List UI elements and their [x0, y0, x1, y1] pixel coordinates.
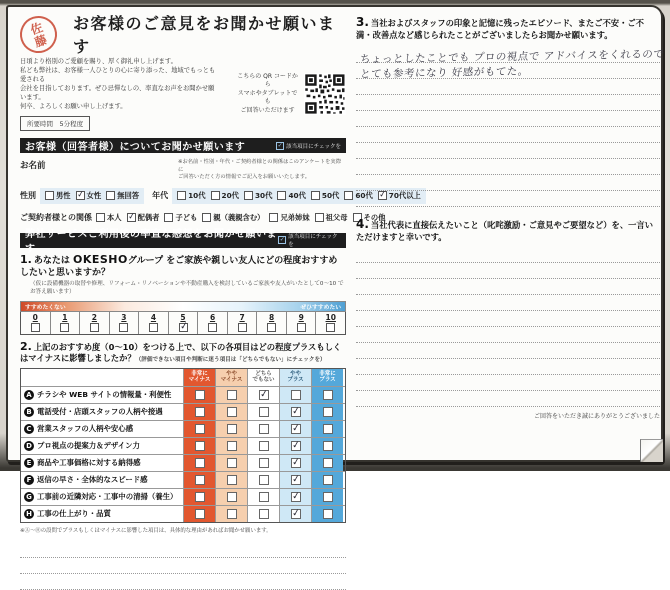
- column-header-somewhat-minus: [215, 369, 247, 386]
- cell-F-somewhat-minus[interactable]: [215, 472, 247, 488]
- question-2-note: （評価できない項目や判断に迷う項目は「どちらでもない」にチェックを）: [136, 357, 326, 363]
- section-title: お客様（回答者様）についてお聞かせ願います: [25, 138, 245, 153]
- cell-G-neutral[interactable]: [247, 489, 279, 505]
- checkmark: ✓: [291, 492, 300, 500]
- cell-D-very-plus[interactable]: [311, 438, 343, 454]
- cell-D-neutral[interactable]: [247, 438, 279, 454]
- row-label: 返信の早さ・全体的なスピード感: [37, 474, 148, 485]
- answer-line[interactable]: [356, 295, 660, 311]
- row-label: 営業スタッフの人柄や安心感: [37, 423, 133, 434]
- name-note-line: ご回答いただく方の情報でご記入をお願いいたします。: [178, 174, 346, 182]
- cell-B-very-plus[interactable]: [311, 404, 343, 420]
- nps-option-4[interactable]: [138, 312, 168, 334]
- answer-line[interactable]: [20, 542, 346, 558]
- checkbox-male[interactable]: [45, 191, 71, 201]
- qr-note-line: スマホやタブレットでも: [236, 90, 299, 107]
- option-label: 本人: [107, 213, 122, 223]
- cell-F-somewhat-plus[interactable]: [279, 472, 311, 488]
- nps-option-1[interactable]: [50, 312, 80, 334]
- checkmark: ✓: [259, 390, 268, 398]
- question-2: [20, 341, 346, 364]
- cell-A-very-minus[interactable]: [183, 387, 215, 403]
- row-key-badge: D: [24, 441, 34, 451]
- answer-line[interactable]: [356, 343, 660, 359]
- gender-options: [40, 188, 144, 204]
- cell-A-somewhat-plus[interactable]: [279, 387, 311, 403]
- answer-line[interactable]: [356, 111, 660, 127]
- scale-left-label: すすめたくない: [25, 302, 66, 311]
- nps-number: 4: [151, 313, 156, 322]
- nps-option-5[interactable]: [168, 312, 198, 334]
- checkmark: ✓: [291, 458, 300, 466]
- cell-C-very-minus[interactable]: [183, 421, 215, 437]
- table-row-H: [21, 505, 345, 522]
- qr-note: [236, 73, 299, 116]
- answer-line[interactable]: [356, 391, 660, 407]
- cell-F-very-minus[interactable]: [183, 472, 215, 488]
- nps-number: 0: [33, 313, 38, 322]
- checkbox-grandparent[interactable]: [315, 213, 348, 223]
- intro-line: 日頃より格別のご愛顧を賜り、厚く御礼申し上げます。: [20, 57, 218, 66]
- name-note: [178, 159, 346, 182]
- answer-line[interactable]: [356, 263, 660, 279]
- checkmark: ✓: [291, 407, 300, 415]
- cell-F-very-plus[interactable]: [311, 472, 343, 488]
- nps-option-0[interactable]: [21, 312, 50, 334]
- question-number: 2.: [20, 340, 32, 353]
- answer-line[interactable]: [20, 574, 346, 590]
- option-label: 40代: [288, 191, 305, 201]
- intro-paragraph: [20, 57, 218, 131]
- row-key-badge: G: [24, 492, 34, 502]
- checkbox-age-20s[interactable]: [211, 191, 239, 201]
- checkmark: ✓: [378, 192, 386, 199]
- q3-answer-area[interactable]: [356, 47, 660, 207]
- nps-number: 5: [180, 313, 185, 322]
- column-header-text: やや: [226, 371, 237, 378]
- cell-E-somewhat-plus[interactable]: [279, 455, 311, 471]
- cell-A-very-plus[interactable]: [311, 387, 343, 403]
- checkmark: ✓: [179, 323, 188, 330]
- cell-A-neutral[interactable]: [247, 387, 279, 403]
- column-header-text: 非常に: [191, 371, 208, 378]
- nps-option-3[interactable]: [109, 312, 139, 334]
- row-key-badge: H: [24, 509, 34, 519]
- option-label: 祖父母: [326, 213, 348, 223]
- cell-B-somewhat-plus[interactable]: [279, 404, 311, 420]
- question-3: [356, 17, 660, 41]
- question-4: [356, 219, 660, 243]
- stamp-text: 佐藤: [26, 19, 50, 49]
- answer-line[interactable]: [356, 127, 660, 143]
- cell-E-very-plus[interactable]: [311, 455, 343, 471]
- cell-C-neutral[interactable]: [247, 421, 279, 437]
- row-key-badge: C: [24, 424, 34, 434]
- row-key-badge: B: [24, 407, 34, 417]
- option-label: 兄弟姉妹: [280, 213, 309, 223]
- row-label: チラシや WEB サイトの情報量・利便性: [37, 389, 171, 400]
- table-row-D: [21, 437, 345, 454]
- gender-label: 性別: [20, 190, 36, 201]
- checkmark: ✓: [291, 424, 300, 432]
- nps-number: 7: [239, 313, 244, 322]
- cell-G-very-minus[interactable]: [183, 489, 215, 505]
- checkbox-female[interactable]: [76, 191, 102, 201]
- relation-options: [96, 210, 385, 226]
- cell-D-very-minus[interactable]: [183, 438, 215, 454]
- qr-code-icon: [304, 72, 346, 116]
- column-header-very-plus: [311, 369, 343, 386]
- checkmark: ✓: [127, 214, 135, 221]
- question-text: 当社およびスタッフの印象と記憶に残ったエピソード、またご不安・ご不満・改善点など感じられたことがございましたらお聞かせ願います。: [356, 18, 644, 40]
- section-header-survey: [20, 233, 346, 248]
- checkbox-age-10s[interactable]: [177, 191, 205, 201]
- answer-line[interactable]: [356, 311, 660, 327]
- row-label: 工事前の近隣対応・工事中の清掃（養生）: [37, 491, 177, 502]
- option-label: 女性: [87, 191, 102, 201]
- checkbox-age-50s[interactable]: [311, 191, 339, 201]
- table-note: ※Ⓐ～Ⓗの設問でプラスもしくはマイナスに影響した項目は、具体的な理由があればお聞かせ願います。: [20, 526, 346, 534]
- nps-number: 3: [121, 313, 126, 322]
- nps-number: 2: [92, 313, 97, 322]
- nps-number: 10: [326, 313, 336, 322]
- handwritten-answer: とても参考になり 好感がもてた。: [359, 64, 529, 82]
- answer-line[interactable]: [356, 359, 660, 375]
- cell-H-neutral[interactable]: [247, 506, 279, 522]
- checkmark: ✓: [291, 441, 300, 449]
- column-header-text: 非常に: [319, 371, 336, 378]
- question-number: 3.: [356, 15, 369, 29]
- cell-C-very-plus[interactable]: [311, 421, 343, 437]
- row-key-badge: F: [24, 475, 34, 485]
- answer-line[interactable]: [20, 558, 346, 574]
- table-row-G: [21, 488, 345, 505]
- qr-note-line: ご回答いただけます: [236, 107, 299, 116]
- survey-page: [6, 5, 663, 462]
- checkbox-age-40s[interactable]: [277, 191, 305, 201]
- intro-line: 私ども弊社は、お客様一人ひとりの心に寄り添った、地域でもっとも愛される: [20, 66, 218, 84]
- cell-B-somewhat-minus[interactable]: [215, 404, 247, 420]
- nps-number: 9: [299, 313, 304, 322]
- nps-option-6[interactable]: [197, 312, 227, 334]
- cell-D-somewhat-plus[interactable]: [279, 438, 311, 454]
- cell-E-somewhat-minus[interactable]: [215, 455, 247, 471]
- check-instruction: [276, 142, 341, 150]
- table-row-F: [21, 471, 345, 488]
- column-header-text: マイナス: [189, 377, 211, 384]
- brand-logo: OKESHO: [73, 253, 128, 266]
- cell-A-somewhat-minus[interactable]: [215, 387, 247, 403]
- cell-H-somewhat-minus[interactable]: [215, 506, 247, 522]
- cell-D-somewhat-minus[interactable]: [215, 438, 247, 454]
- cell-F-neutral[interactable]: [247, 472, 279, 488]
- option-label: 親（義親含む）: [213, 213, 264, 223]
- age-label: 年代: [152, 190, 168, 201]
- checkbox-spouse[interactable]: [127, 213, 160, 223]
- option-label: 50代: [322, 191, 339, 201]
- option-label: 子ども: [175, 213, 197, 223]
- row-label: 電話受付・店頭スタッフの人柄や接遇: [37, 406, 163, 417]
- column-header-text: やや: [290, 371, 301, 378]
- answer-line[interactable]: [356, 143, 660, 159]
- section-header-about: [20, 138, 346, 153]
- cell-H-very-minus[interactable]: [183, 506, 215, 522]
- nps-option-8[interactable]: [256, 312, 286, 334]
- answer-line[interactable]: [356, 63, 660, 79]
- cell-E-neutral[interactable]: [247, 455, 279, 471]
- qr-note-line: こちらの QR コードから: [236, 73, 299, 90]
- column-header-text: どちら: [255, 371, 272, 378]
- column-header-somewhat-plus: [279, 369, 311, 386]
- question-text: 当社代表に直接伝えたいこと（叱咤激励・ご意見やご要望など）を、一言いただけますと幸いです。: [356, 220, 653, 242]
- answer-line[interactable]: [356, 375, 660, 391]
- option-label: 60代: [355, 191, 372, 201]
- column-header-text: プラス: [287, 377, 303, 384]
- check-instruction-text: 該当項目にチェックを: [288, 232, 341, 248]
- option-label: 70代以上: [389, 191, 421, 201]
- table-row-C: [21, 420, 345, 437]
- table-row-E: [21, 454, 345, 471]
- checkbox-icon: ✓: [278, 236, 286, 244]
- option-label: その他: [364, 213, 386, 223]
- q4-answer-area[interactable]: [356, 247, 660, 407]
- checkbox-age-30s[interactable]: [244, 191, 272, 201]
- brand-suffix: グループ: [128, 256, 163, 266]
- hanko-stamp-icon: [15, 11, 62, 58]
- nps-option-9[interactable]: [286, 312, 316, 334]
- row-label: プロ視点の提案力＆デザイン力: [37, 440, 140, 451]
- answer-line[interactable]: [356, 279, 660, 295]
- rating-table: [20, 368, 346, 523]
- checkmark: ✓: [291, 509, 300, 517]
- answer-line[interactable]: [356, 79, 660, 95]
- cell-C-somewhat-plus[interactable]: [279, 421, 311, 437]
- question-text: をご家族や親しい友人にどの程度おすすめしたいと思いますか？: [20, 256, 337, 278]
- time-required-box: 所要時間 5分程度: [20, 116, 90, 131]
- checkmark: ✓: [76, 192, 84, 199]
- name-label: お名前: [20, 159, 84, 171]
- answer-line[interactable]: [356, 327, 660, 343]
- row-label: 商品や工事価格に対する納得感: [37, 457, 140, 468]
- column-header-text: マイナス: [221, 377, 243, 384]
- row-key-badge: A: [24, 390, 34, 400]
- column-header-text: プラス: [319, 377, 335, 384]
- cell-H-somewhat-plus[interactable]: [279, 506, 311, 522]
- page-title: お客様のご意見をお聞かせ願います: [73, 11, 346, 57]
- cell-E-very-minus[interactable]: [183, 455, 215, 471]
- checkbox-sibling[interactable]: [269, 213, 309, 223]
- table-row-B: [21, 403, 345, 420]
- cell-C-somewhat-minus[interactable]: [215, 421, 247, 437]
- table-row-A: [21, 386, 345, 403]
- option-label: 20代: [222, 191, 239, 201]
- question-text: あなたは: [34, 256, 70, 266]
- cell-B-neutral[interactable]: [247, 404, 279, 420]
- nps-option-2[interactable]: [79, 312, 109, 334]
- answer-line[interactable]: [356, 191, 660, 207]
- answer-line[interactable]: [356, 95, 660, 111]
- cell-H-very-plus[interactable]: [311, 506, 343, 522]
- option-label: 男性: [56, 191, 71, 201]
- checkbox-icon: ✓: [276, 142, 284, 150]
- option-label: 無回答: [117, 191, 139, 201]
- cell-G-somewhat-plus[interactable]: [279, 489, 311, 505]
- option-label: 10代: [188, 191, 205, 201]
- thank-you-note: ご回答をいただき誠にありがとうございました: [356, 411, 660, 420]
- column-header-neutral: [247, 369, 279, 386]
- relation-label: ご契約者様との関係: [20, 212, 92, 223]
- answer-line[interactable]: [356, 47, 660, 63]
- answer-line[interactable]: [356, 175, 660, 191]
- option-label: 配偶者: [138, 213, 160, 223]
- checkbox-noanswer[interactable]: [106, 191, 139, 201]
- check-instruction: [278, 232, 341, 248]
- option-label: 30代: [255, 191, 272, 201]
- intro-line: 会社を目指しております。ぜひ忌憚なしの、率直なお声をお聞かせ願います。: [20, 84, 218, 102]
- checkbox-self[interactable]: [96, 213, 122, 223]
- checkbox-parent[interactable]: [202, 213, 264, 223]
- rating-table-header: [21, 369, 345, 386]
- question-number: 1.: [20, 253, 32, 266]
- answer-line[interactable]: [356, 247, 660, 263]
- row-label: 工事の仕上がり・品質: [37, 508, 111, 519]
- section-title: 弊社サービスご利用後の率直な感想をお聞かせ願います: [25, 225, 278, 255]
- row-key-badge: E: [24, 458, 34, 468]
- cell-G-very-plus[interactable]: [311, 489, 343, 505]
- name-note-line: ※お名前・性別・年代・ご契約者様との関係はこのアンケートを実際に: [178, 159, 346, 174]
- nps-option-10[interactable]: [315, 312, 345, 334]
- nps-number: 1: [62, 313, 67, 322]
- name-field[interactable]: [84, 159, 178, 171]
- column-header-very-minus: [183, 369, 215, 386]
- reason-answer-area[interactable]: [20, 542, 346, 590]
- answer-line[interactable]: [356, 159, 660, 175]
- column-header-text: でもない: [252, 377, 274, 384]
- question-1: [20, 254, 346, 279]
- intro-line: 何卒、よろしくお願い申し上げます。: [20, 102, 218, 111]
- handwritten-answer: ちょっとしたことでも プロの視点で アドバイスをくれるので: [359, 46, 665, 66]
- checkbox-child[interactable]: [164, 213, 197, 223]
- cell-G-somewhat-minus[interactable]: [215, 489, 247, 505]
- nps-number: 8: [269, 313, 274, 322]
- nps-scale: [20, 312, 346, 335]
- question-number: 4.: [356, 217, 369, 231]
- question-1-note: （仮に設備機器の取替や修理、リフォーム・リノベーションや不動産購入を検討しているご家族や友人がいたとして0～10 でお答え願います）: [30, 280, 346, 296]
- scale-right-label: ぜひすすめたい: [300, 302, 341, 311]
- checkmark: ✓: [291, 475, 300, 483]
- question-text: 上記のおすすめ度（0～10）をつける上で、以下の各項目はどの程度プラスもしくはマイナスに影響しましたか？: [20, 342, 341, 363]
- cell-B-very-minus[interactable]: [183, 404, 215, 420]
- check-instruction-text: 該当項目にチェックを: [286, 142, 341, 150]
- nps-number: 6: [210, 313, 215, 322]
- nps-gradient-bar: [20, 301, 346, 312]
- nps-option-7[interactable]: [227, 312, 257, 334]
